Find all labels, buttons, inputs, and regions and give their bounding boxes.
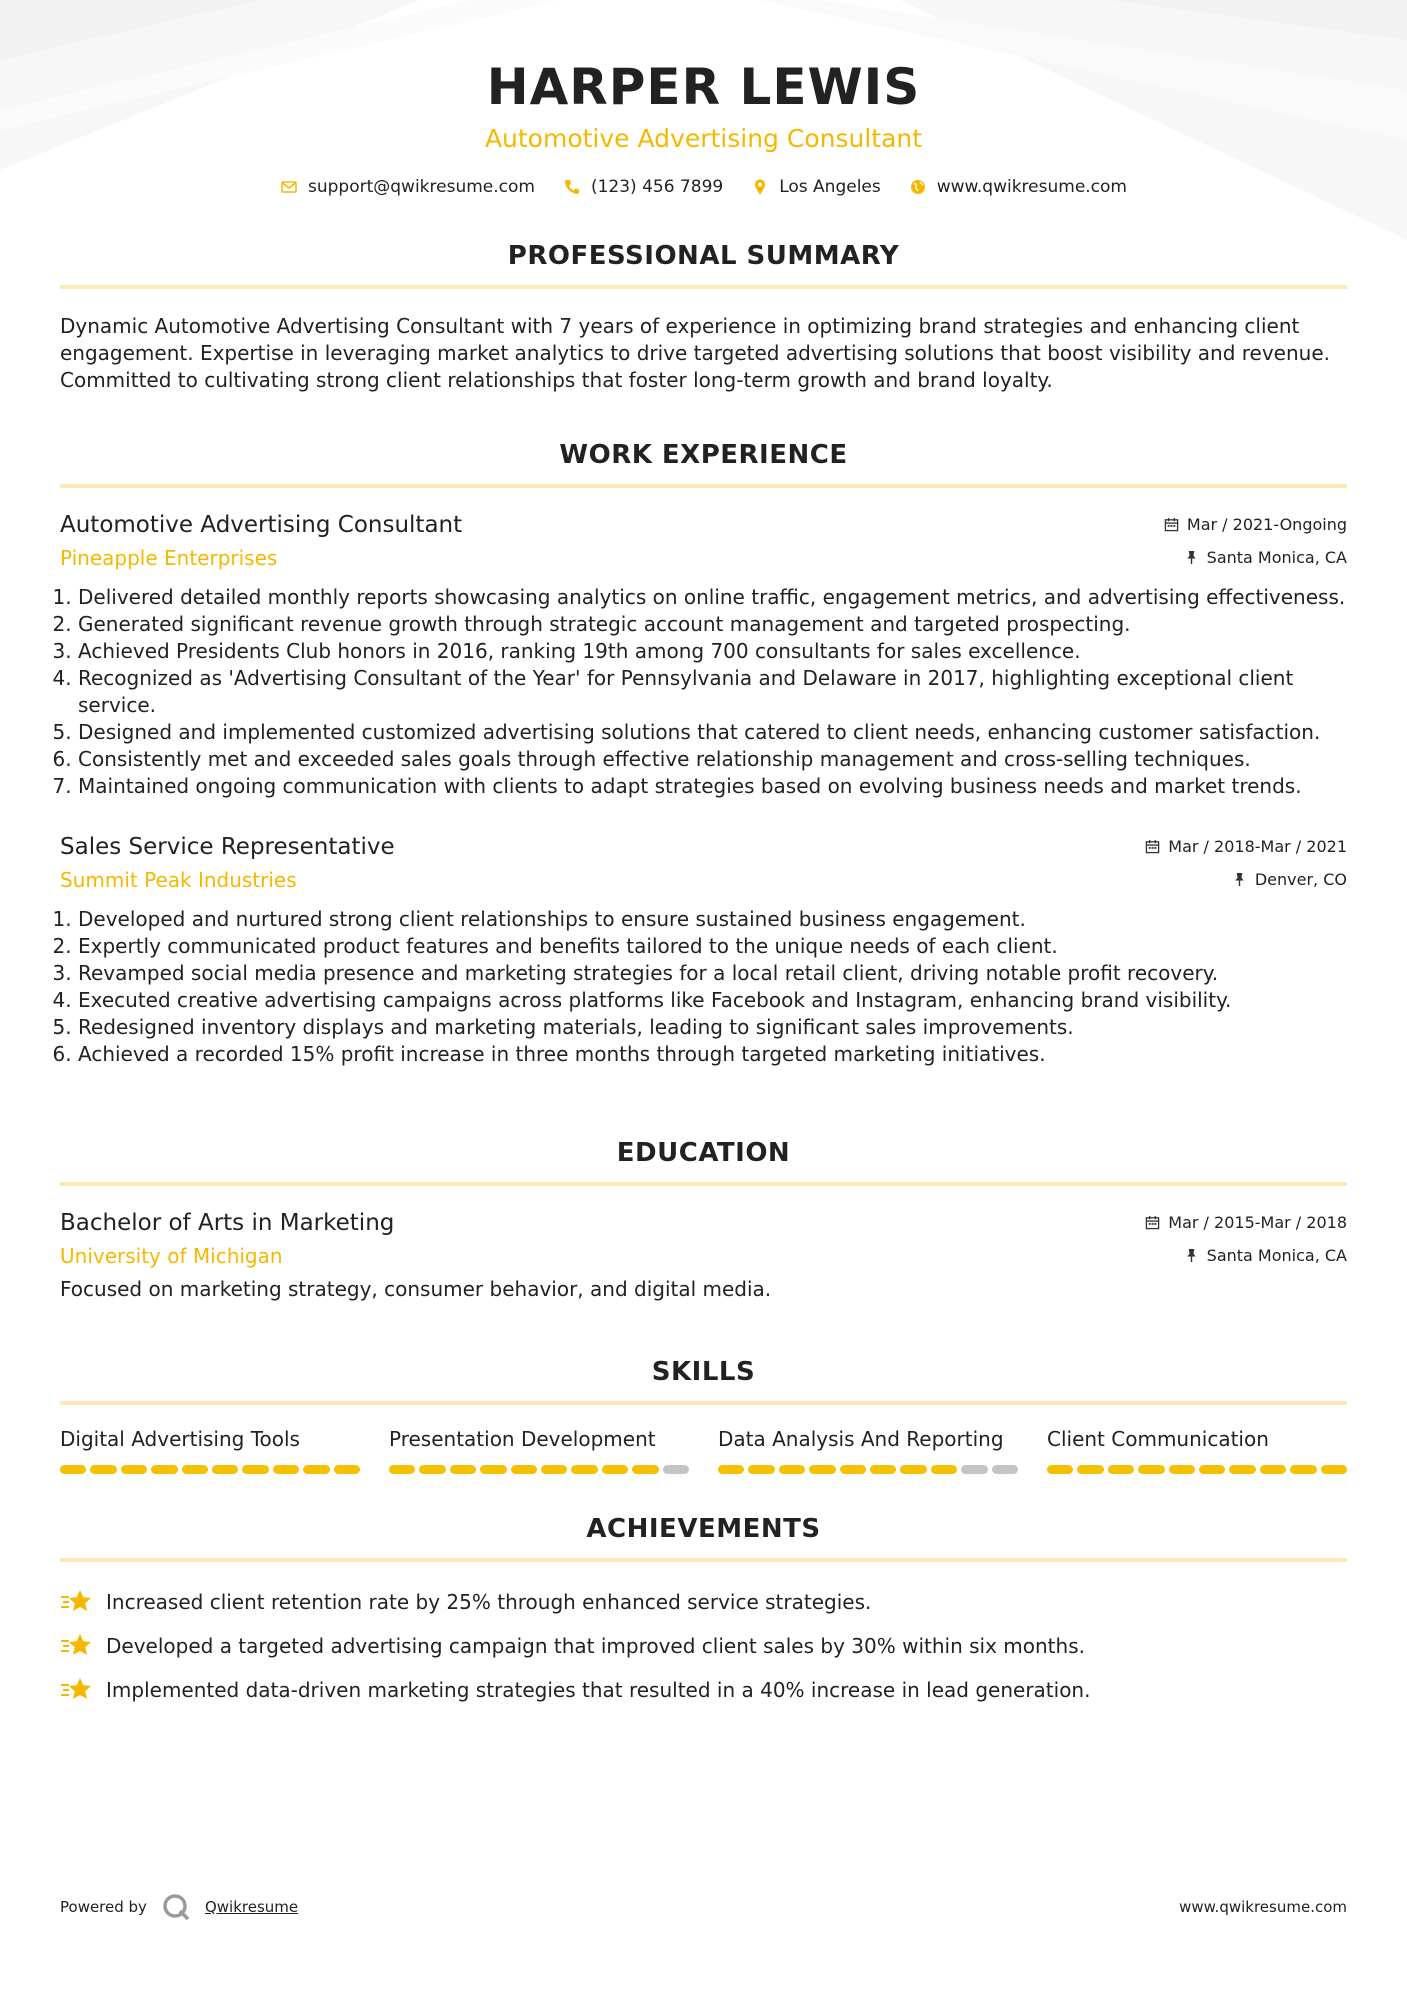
skill-dot-filled xyxy=(419,1465,445,1474)
skill-name: Presentation Development xyxy=(389,1427,656,1451)
skill-dot-filled xyxy=(182,1465,208,1474)
skill-dot-filled xyxy=(809,1465,835,1474)
job-location-text: Denver, CO xyxy=(1254,870,1347,889)
skill-rating xyxy=(1047,1465,1347,1474)
achievement-text: Implemented data-driven marketing strategies that resulted in a 40% increase in lead generation. xyxy=(106,1678,1091,1702)
calendar-icon xyxy=(1145,839,1160,854)
list-item xyxy=(60,1624,1347,1668)
education-entry xyxy=(60,1210,1347,1303)
achievements-section xyxy=(60,1514,1347,1712)
skills-list xyxy=(60,1427,1347,1474)
star-icon xyxy=(60,1676,92,1704)
degree-title: Bachelor of Arts in Marketing xyxy=(60,1210,395,1236)
contact-website-text: www.qwikresume.com xyxy=(936,177,1127,197)
education-heading: EDUCATION xyxy=(616,1138,791,1168)
skill-dot-filled xyxy=(1199,1465,1225,1474)
contact-email-text: support@qwikresume.com xyxy=(308,177,535,197)
achievement-text: Developed a targeted advertising campaign that improved client sales by 30% within six months. xyxy=(106,1634,1085,1658)
list-item: 6. Consistently met and exceeded sales goals through effective relationship management and cross-selling techniques. xyxy=(78,746,1347,773)
contact-phone[interactable] xyxy=(563,177,723,197)
list-item xyxy=(60,1580,1347,1624)
education-dates-text: Mar / 2015-Mar / 2018 xyxy=(1168,1213,1347,1232)
skill-dot-filled xyxy=(1047,1465,1073,1474)
star-icon xyxy=(60,1632,92,1660)
skill-rating xyxy=(718,1465,1018,1474)
skill-dot-filled xyxy=(571,1465,597,1474)
pushpin-icon xyxy=(1232,872,1247,887)
candidate-name: HARPER LEWIS xyxy=(486,58,921,116)
skill-item xyxy=(1047,1427,1347,1474)
skill-dot-filled xyxy=(1077,1465,1103,1474)
skill-rating xyxy=(389,1465,689,1474)
education-divider xyxy=(60,1182,1347,1186)
contact-phone-text: (123) 456 7899 xyxy=(590,177,724,197)
list-item: 4. Recognized as 'Advertising Consultant of the Year' for Pennsylvania and Delaware in 2017, highlighting exceptional client service. xyxy=(78,665,1347,719)
page-footer xyxy=(60,1892,1347,1922)
job-company: Summit Peak Industries xyxy=(60,868,297,892)
skills-heading: SKILLS xyxy=(651,1357,756,1387)
skill-dot-filled xyxy=(1321,1465,1347,1474)
skill-dot-empty xyxy=(961,1465,987,1474)
job-title: Sales Service Representative xyxy=(60,834,395,860)
skill-name: Client Communication xyxy=(1047,1427,1269,1451)
skill-dot-filled xyxy=(60,1465,86,1474)
pushpin-icon xyxy=(1184,550,1199,565)
contact-email[interactable] xyxy=(280,177,535,197)
education-dates xyxy=(1145,1213,1347,1232)
job-title: Automotive Advertising Consultant xyxy=(60,512,463,538)
candidate-title: Automotive Advertising Consultant xyxy=(484,124,923,153)
skill-dot-empty xyxy=(992,1465,1018,1474)
map-pin-icon xyxy=(751,178,769,196)
skill-dot-filled xyxy=(779,1465,805,1474)
job-entry xyxy=(60,512,1347,800)
achievements-heading: ACHIEVEMENTS xyxy=(586,1514,821,1544)
skill-rating xyxy=(60,1465,360,1474)
contact-bar xyxy=(60,177,1347,197)
skill-dot-filled xyxy=(840,1465,866,1474)
job-dates xyxy=(1145,837,1347,856)
footer-website-link[interactable]: www.qwikresume.com xyxy=(1179,1898,1347,1916)
list-item: 1. Delivered detailed monthly reports showcasing analytics on online traffic, engagement metrics, and advertising effectiveness. xyxy=(78,584,1347,611)
skill-name: Digital Advertising Tools xyxy=(60,1427,300,1451)
job-company: Pineapple Enterprises xyxy=(60,546,278,570)
skill-dot-filled xyxy=(632,1465,658,1474)
experience-section xyxy=(60,440,1347,1068)
job-entry xyxy=(60,834,1347,1068)
job-dates-text: Mar / 2018-Mar / 2021 xyxy=(1168,837,1347,856)
achievements-divider xyxy=(60,1558,1347,1562)
education-description: Focused on marketing strategy, consumer behavior, and digital media. xyxy=(60,1277,772,1301)
contact-location-text: Los Angeles xyxy=(779,177,881,197)
skill-dot-filled xyxy=(480,1465,506,1474)
qwikresume-logo-icon xyxy=(161,1892,191,1922)
experience-divider xyxy=(60,484,1347,488)
skill-dot-filled xyxy=(541,1465,567,1474)
education-location xyxy=(1184,1246,1347,1265)
list-item: 5. Designed and implemented customized advertising solutions that catered to client needs, enhancing customer satisfaction. xyxy=(78,719,1347,746)
list-item xyxy=(60,1668,1347,1712)
skill-dot-filled xyxy=(1229,1465,1255,1474)
skill-name: Data Analysis And Reporting xyxy=(718,1427,1004,1451)
skills-section xyxy=(60,1357,1347,1474)
school-name: University of Michigan xyxy=(60,1244,283,1268)
skill-dot-filled xyxy=(121,1465,147,1474)
skill-dot-filled xyxy=(450,1465,476,1474)
job-location-text: Santa Monica, CA xyxy=(1206,548,1347,567)
list-item: 4. Executed creative advertising campaigns across platforms like Facebook and Instagram, enhancing brand visibility. xyxy=(78,987,1347,1014)
list-item: 2. Generated significant revenue growth through strategic account management and targeted prospecting. xyxy=(78,611,1347,638)
skill-item xyxy=(60,1427,360,1474)
skill-dot-filled xyxy=(718,1465,744,1474)
envelope-icon xyxy=(280,178,298,196)
job-dates xyxy=(1164,515,1347,534)
resume-header xyxy=(60,0,1347,197)
education-location-text: Santa Monica, CA xyxy=(1206,1246,1347,1265)
skill-dot-filled xyxy=(151,1465,177,1474)
skill-item xyxy=(389,1427,689,1474)
skill-dot-filled xyxy=(1290,1465,1316,1474)
calendar-icon xyxy=(1145,1215,1160,1230)
list-item: 7. Maintained ongoing communication with clients to adapt strategies based on evolving business needs and market trends. xyxy=(78,773,1347,800)
list-item: 6. Achieved a recorded 15% profit increase in three months through targeted marketing initiatives. xyxy=(78,1041,1347,1068)
skill-dot-filled xyxy=(870,1465,896,1474)
globe-icon xyxy=(909,178,927,196)
summary-heading: PROFESSIONAL SUMMARY xyxy=(507,241,900,271)
contact-location xyxy=(751,177,881,197)
powered-by-label: Powered by xyxy=(60,1898,147,1916)
education-section xyxy=(60,1138,1347,1303)
job-location xyxy=(1184,548,1347,567)
star-icon xyxy=(60,1588,92,1616)
skill-dot-filled xyxy=(242,1465,268,1474)
summary-section xyxy=(60,241,1347,394)
job-bullets xyxy=(60,906,1347,1068)
job-location xyxy=(1232,870,1347,889)
achievements-list xyxy=(60,1580,1347,1712)
contact-website[interactable] xyxy=(909,177,1127,197)
pushpin-icon xyxy=(1184,1248,1199,1263)
skill-dot-filled xyxy=(900,1465,926,1474)
list-item: 1. Developed and nurtured strong client relationships to ensure sustained business engagement. xyxy=(78,906,1347,933)
summary-text: Dynamic Automotive Advertising Consultant with 7 years of experience in optimizing brand strategies and enhancing client engagement. Expertise in leveraging market analytics to drive targeted advertising solutions that boost visibility and revenue. Committed to cultivating strong client relationships that foster long-term growth and brand loyalty. xyxy=(60,314,1330,392)
job-bullets xyxy=(60,584,1347,800)
summary-divider xyxy=(60,285,1347,289)
skill-dot-filled xyxy=(1138,1465,1164,1474)
skill-dot-filled xyxy=(90,1465,116,1474)
list-item: 5. Redesigned inventory displays and marketing materials, leading to significant sales improvements. xyxy=(78,1014,1347,1041)
calendar-icon xyxy=(1164,517,1179,532)
skills-divider xyxy=(60,1401,1347,1405)
skill-dot-filled xyxy=(931,1465,957,1474)
skill-dot-empty xyxy=(663,1465,689,1474)
skill-dot-filled xyxy=(303,1465,329,1474)
skill-dot-filled xyxy=(602,1465,628,1474)
skill-dot-filled xyxy=(1169,1465,1195,1474)
experience-heading: WORK EXPERIENCE xyxy=(559,440,848,470)
job-dates-text: Mar / 2021-Ongoing xyxy=(1186,515,1347,534)
skill-dot-filled xyxy=(389,1465,415,1474)
achievement-text: Increased client retention rate by 25% through enhanced service strategies. xyxy=(106,1590,872,1614)
skill-dot-filled xyxy=(748,1465,774,1474)
skill-dot-filled xyxy=(273,1465,299,1474)
skill-dot-filled xyxy=(511,1465,537,1474)
qwikresume-link[interactable]: Qwikresume xyxy=(204,1898,299,1916)
skill-dot-filled xyxy=(1108,1465,1134,1474)
skill-item xyxy=(718,1427,1018,1474)
list-item: 2. Expertly communicated product features and benefits tailored to the unique needs of each client. xyxy=(78,933,1347,960)
skill-dot-filled xyxy=(212,1465,238,1474)
skill-dot-filled xyxy=(1260,1465,1286,1474)
list-item: 3. Achieved Presidents Club honors in 2016, ranking 19th among 700 consultants for sales excellence. xyxy=(78,638,1347,665)
list-item: 3. Revamped social media presence and marketing strategies for a local retail client, driving notable profit recovery. xyxy=(78,960,1347,987)
phone-icon xyxy=(563,178,581,196)
skill-dot-filled xyxy=(334,1465,360,1474)
